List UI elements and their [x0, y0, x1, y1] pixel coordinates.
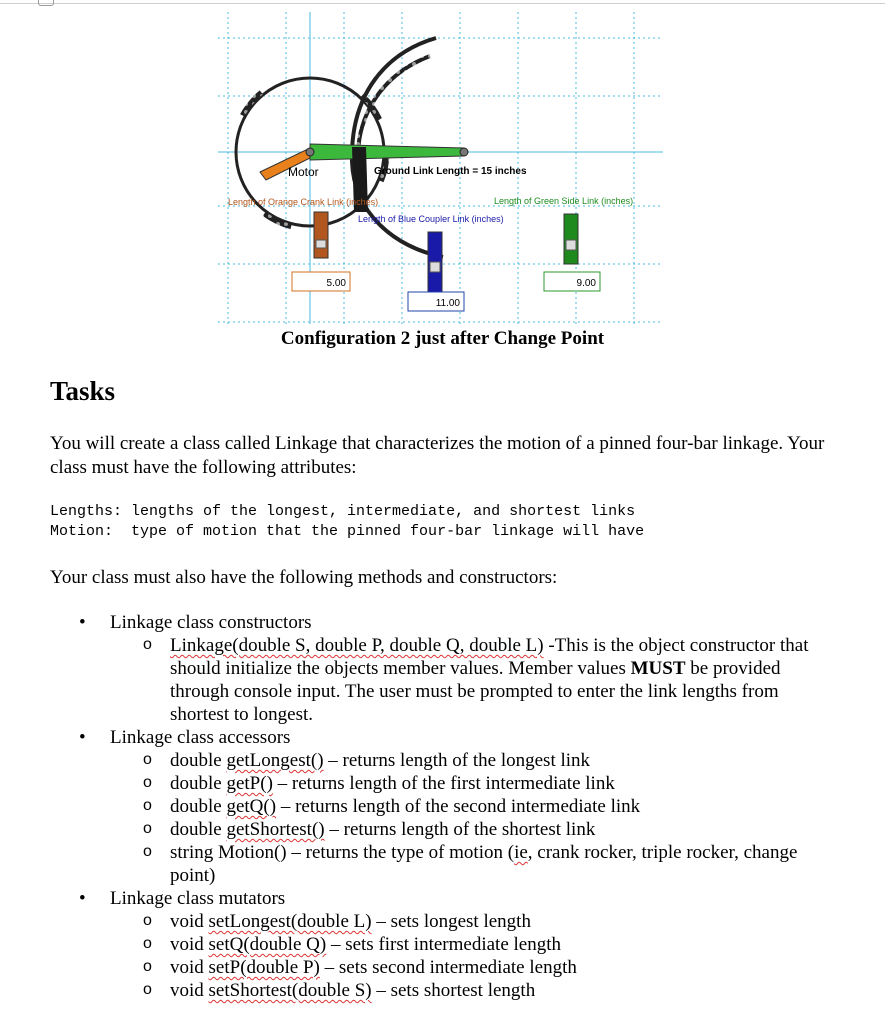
figure-caption: Configuration 2 just after Change Point	[280, 328, 605, 349]
page-top-border	[0, 0, 885, 4]
sub-list-item: o void setLongest(double L) – sets longest length	[143, 911, 531, 932]
intro-paragraph: You will create a class called Linkage that characterizes the motion of a pinned four-bar linkage. Your class must have the following attributes:	[50, 433, 825, 478]
sub-list-item: o void setShortest(double S) – sets shortest length	[143, 980, 536, 1001]
sub-list-item: o double getP() – returns length of the first intermediate link	[143, 773, 615, 794]
attributes-block	[50, 502, 644, 542]
green-slider[interactable]	[564, 214, 578, 264]
orange-slider[interactable]	[314, 212, 328, 258]
green-side-link	[310, 144, 464, 160]
linkage-figure	[218, 12, 663, 324]
orange-link-label: Length of Orange Crank Link (inches)	[228, 197, 379, 207]
list-item: • Linkage class accessors	[79, 727, 291, 748]
sub-list-item: o string Motion() – returns the type of motion (ie, crank rocker, triple rocker, change point)	[143, 842, 798, 886]
blue-link-label: Length of Blue Coupler Link (inches)	[358, 214, 504, 224]
sub-list-item: o Linkage(double S, double P, double Q, double L) -This is the object constructor that should initialize the objects member values. Member values MUST be provided through console input. The user must be prompted to enter the link lengths from shortest to longest.	[143, 635, 809, 725]
blue-slider[interactable]	[428, 232, 442, 292]
orange-value: 5.00	[326, 278, 346, 289]
green-value: 9.00	[576, 278, 596, 289]
page-corner-mark	[38, 0, 54, 6]
sub-list-item: o void setP(double P) – sets second intermediate length	[143, 957, 577, 978]
motor-label: Motor	[288, 165, 319, 179]
sub-list-item: o double getShortest() – returns length of the shortest link	[143, 819, 596, 840]
methods-intro: Your class must also have the following methods and constructors:	[50, 567, 558, 588]
section-heading: Tasks	[50, 376, 116, 406]
list-item: • Linkage class mutators	[79, 888, 286, 909]
ground-link-label: Ground Link Length = 15 inches	[374, 166, 527, 177]
ground-pin	[460, 148, 468, 156]
sub-list-item: o double getQ() – returns length of the second intermediate link	[143, 796, 641, 817]
sub-list-item: o void setQ(double Q) – sets first intermediate length	[143, 934, 562, 955]
green-link-label: Length of Green Side Link (inches)	[494, 196, 634, 206]
methods-list	[0, 611, 885, 1002]
blue-value: 11.00	[435, 298, 460, 309]
attribute-line: Motion: type of motion that the pinned four-bar linkage will have	[50, 523, 645, 540]
crank-pin	[306, 148, 314, 156]
attribute-line: Lengths: lengths of the longest, intermediate, and shortest links	[50, 503, 636, 520]
sub-list-item: o double getLongest() – returns length of the longest link	[143, 750, 591, 771]
list-item: • Linkage class constructors	[79, 612, 312, 633]
